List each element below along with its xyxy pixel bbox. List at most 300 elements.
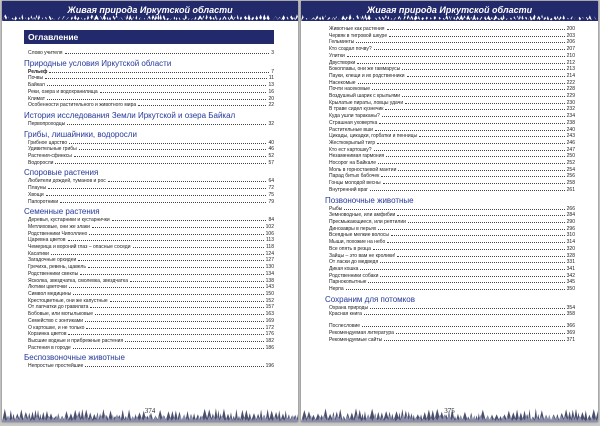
toc-entry[interactable] bbox=[325, 39, 575, 46]
toc-entry[interactable] bbox=[24, 271, 274, 278]
toc-entry-title: Всеядные мелкие волосы bbox=[329, 232, 390, 239]
dot-leader bbox=[108, 181, 267, 182]
dot-leader bbox=[364, 314, 565, 315]
toc-entry-page: 369 bbox=[566, 329, 575, 336]
toc-entry-page: 228 bbox=[566, 86, 575, 93]
toc-entry[interactable] bbox=[325, 279, 575, 286]
toc-entry-page: 310 bbox=[566, 232, 575, 239]
toc-section-heading: Семенные растения bbox=[24, 207, 100, 217]
toc-entry-title: Насекомые bbox=[329, 79, 356, 86]
toc-section-heading: Природные условия Иркутской области bbox=[24, 58, 172, 68]
dot-leader bbox=[380, 262, 565, 263]
toc-entry[interactable] bbox=[325, 127, 575, 134]
right-page bbox=[301, 1, 598, 422]
toc-entry[interactable] bbox=[325, 73, 575, 80]
toc-entry[interactable] bbox=[24, 217, 274, 224]
toc-entry[interactable] bbox=[24, 257, 274, 264]
toc-entry-page: 256 bbox=[566, 173, 575, 180]
toc-entry[interactable] bbox=[325, 93, 575, 100]
toc-entry-title: Грибное царство bbox=[28, 139, 68, 146]
toc-section-heading: Грибы, лишайники, водоросли bbox=[24, 129, 137, 139]
toc-entry-page: 371 bbox=[566, 336, 575, 343]
toc-entry-title: Пресмыкающиеся, или рептилии bbox=[329, 218, 406, 225]
toc-entry[interactable] bbox=[24, 82, 274, 89]
left-page bbox=[2, 1, 298, 422]
toc-entry-page: 40 bbox=[268, 139, 274, 146]
dot-leader bbox=[347, 56, 565, 57]
dot-leader bbox=[48, 188, 266, 189]
toc-entry[interactable] bbox=[24, 199, 274, 206]
book-title: Живая природа Иркутской области bbox=[366, 5, 533, 15]
toc-entry-page: 118 bbox=[266, 244, 274, 251]
dot-leader bbox=[78, 260, 263, 261]
toc-entry-title: Зайцы – это вам не кролики! bbox=[329, 252, 396, 259]
toc-entry[interactable] bbox=[24, 96, 274, 103]
toc-entry[interactable] bbox=[24, 298, 274, 305]
toc-entry-title: Куда ушли тараканы? bbox=[329, 113, 380, 120]
toc-entry-title: Крылатые пираты, ловцы удачи bbox=[329, 99, 404, 106]
dot-leader bbox=[60, 202, 266, 203]
toc-entry-page: 258 bbox=[566, 180, 575, 187]
toc-entry-page: 57 bbox=[268, 159, 274, 166]
dot-leader bbox=[45, 78, 267, 79]
toc-entry-page: 72 bbox=[268, 185, 274, 192]
toc-entry-title: Моль в горностаевой мантии bbox=[329, 166, 397, 173]
toc-entry-page: 345 bbox=[566, 279, 575, 286]
toc-entry[interactable] bbox=[325, 239, 575, 246]
toc-entry-page: 214 bbox=[566, 72, 575, 79]
toc-entry[interactable] bbox=[325, 167, 575, 174]
toc-entry-title: Жесткокрылый тигр bbox=[329, 139, 376, 146]
toc-entry-page: 7 bbox=[271, 68, 274, 75]
toc-entry-page: 163 bbox=[265, 311, 274, 318]
toc-entry-page: 261 bbox=[566, 186, 575, 193]
dot-leader bbox=[374, 49, 565, 50]
toc-entry[interactable] bbox=[325, 253, 575, 260]
toc-entry-title: Родственники собаки bbox=[329, 272, 379, 279]
toc-entry-title: Царевна цветов bbox=[28, 237, 66, 244]
toc-entry-page: 229 bbox=[566, 93, 575, 100]
toc-entry-title: Символ медицины bbox=[28, 290, 72, 297]
toc-entry-page: 243 bbox=[566, 133, 575, 140]
dot-leader bbox=[67, 124, 266, 125]
toc-title: Оглавление bbox=[24, 30, 274, 44]
toc-entry[interactable] bbox=[24, 192, 274, 199]
toc-entry-title: Высшие водные и прибрежные растения bbox=[28, 337, 124, 344]
toc-entry-page: 106 bbox=[265, 230, 274, 237]
forest-silhouette-icon bbox=[2, 14, 298, 21]
toc-entry-page: 182 bbox=[265, 337, 274, 344]
toc-entry-title: Улитки bbox=[329, 52, 345, 59]
toc-entry[interactable] bbox=[325, 120, 575, 127]
toc-entry-page: 230 bbox=[566, 99, 575, 106]
toc-entry-title: Крестоцветные, они же капустные bbox=[28, 297, 108, 304]
toc-entry[interactable] bbox=[325, 226, 575, 233]
toc-entry-title: Растения в городе bbox=[28, 344, 71, 351]
toc-entry-title: Семейство с зонтиками bbox=[28, 317, 84, 324]
toc-entry[interactable] bbox=[325, 266, 575, 273]
toc-entry[interactable] bbox=[325, 206, 575, 213]
toc-entry[interactable] bbox=[24, 325, 274, 332]
toc-entry[interactable] bbox=[325, 100, 575, 107]
dot-leader bbox=[389, 36, 565, 37]
dot-leader bbox=[396, 333, 565, 334]
toc-section-heading: Споровые растения bbox=[24, 168, 99, 178]
dot-leader bbox=[405, 103, 565, 104]
toc-entry-title: Динозавры в перьях bbox=[329, 225, 377, 232]
toc-entry-page: 207 bbox=[566, 46, 575, 53]
toc-entry[interactable] bbox=[24, 284, 274, 291]
toc-entry[interactable] bbox=[24, 264, 274, 271]
toc-section-heading: История исследования Земли Иркутской и озера Байкал bbox=[24, 110, 236, 120]
toc-entry-page: 32 bbox=[268, 120, 274, 127]
toc-entry-page: 366 bbox=[566, 323, 575, 330]
toc-entry-title: Нерпа bbox=[329, 286, 344, 293]
toc-entry-title: Цикады, цикадки, горбатки и пенницы bbox=[329, 133, 418, 140]
toc-entry-page: 186 bbox=[265, 344, 274, 351]
toc-entry[interactable] bbox=[24, 278, 274, 285]
toc-entry-title: В траве сидел кузнечик bbox=[329, 106, 384, 113]
toc-entry-page: 314 bbox=[566, 239, 575, 246]
dot-leader bbox=[391, 235, 565, 236]
toc-entry-title: Рельеф bbox=[28, 68, 48, 75]
dot-leader bbox=[110, 301, 264, 302]
toc-entry[interactable] bbox=[325, 113, 575, 120]
dot-leader bbox=[356, 42, 564, 43]
toc-entry-title: Рекомендуемая литература bbox=[329, 329, 394, 336]
toc-entry-title: Байкал bbox=[28, 82, 45, 89]
toc-entry-page: 350 bbox=[566, 286, 575, 293]
toc-entry-title: Рекомендуемые сайты bbox=[329, 336, 383, 343]
toc-entry[interactable] bbox=[325, 26, 575, 33]
dot-leader bbox=[377, 143, 565, 144]
dot-leader bbox=[73, 294, 263, 295]
toc-entry[interactable] bbox=[24, 338, 274, 345]
toc-entry[interactable] bbox=[24, 102, 274, 109]
toc-entry-title: Земноводные, или амфибии bbox=[329, 212, 396, 219]
page-header-right bbox=[301, 1, 598, 20]
toc-entry-title: Лютики цветочки bbox=[28, 284, 67, 291]
toc-entry[interactable] bbox=[325, 60, 575, 67]
toc-entry-page: 157 bbox=[265, 304, 274, 311]
toc-entry-title: Послесловие bbox=[329, 323, 361, 330]
dot-leader bbox=[125, 341, 264, 342]
dot-leader bbox=[385, 109, 564, 110]
toc-entry-title: Плауны bbox=[28, 185, 47, 192]
toc-entry-page: 127 bbox=[265, 257, 274, 264]
dot-leader bbox=[79, 149, 267, 150]
toc-entry-title: Папоротники bbox=[28, 198, 59, 205]
dot-leader bbox=[112, 220, 267, 221]
toc-entry-title: Охрана природы bbox=[329, 304, 369, 311]
toc-entry-page: 172 bbox=[265, 324, 274, 331]
toc-entry-title: Красная книга bbox=[329, 311, 362, 318]
dot-leader bbox=[69, 143, 266, 144]
toc-entry-title: Бобовые, или мотыльковые bbox=[28, 311, 93, 318]
toc-entry[interactable] bbox=[325, 33, 575, 40]
toc-entry[interactable] bbox=[325, 106, 575, 113]
toc-entry[interactable] bbox=[24, 140, 274, 147]
toc-entry-title: Почвы bbox=[28, 75, 44, 82]
toc-entry-page: 213 bbox=[566, 66, 575, 73]
dot-leader bbox=[92, 227, 264, 228]
toc-entry-page: 320 bbox=[566, 245, 575, 252]
toc-entry-page: 22 bbox=[268, 102, 274, 109]
dot-leader bbox=[362, 326, 565, 327]
toc-entry-title: Особенности растительного и животного мира bbox=[28, 102, 137, 109]
dot-leader bbox=[378, 229, 564, 230]
toc-entry[interactable] bbox=[24, 160, 274, 167]
toc-entry-page: 234 bbox=[566, 113, 575, 120]
toc-entry-page: 3 bbox=[271, 50, 274, 56]
toc-entry-title: Загадочные орхидеи bbox=[28, 257, 77, 264]
toc-entry-title: Червяк в тигровой шкуре bbox=[329, 32, 388, 39]
toc-entry[interactable] bbox=[24, 69, 274, 76]
dot-leader bbox=[69, 287, 264, 288]
toc-entry-page: 102 bbox=[265, 223, 274, 230]
toc-entry[interactable] bbox=[325, 273, 575, 280]
toc-entry-title: От лапчатки до гравилата bbox=[28, 304, 89, 311]
toc-entry-page: 200 bbox=[566, 26, 575, 32]
toc-entry[interactable] bbox=[325, 305, 575, 312]
toc-entry-page: 358 bbox=[566, 311, 575, 318]
dot-leader bbox=[372, 89, 565, 90]
dot-leader bbox=[379, 123, 564, 124]
toc-entry-title: Водоросли bbox=[28, 159, 54, 166]
toc-entry-title: Непростые простейшие bbox=[28, 363, 84, 370]
dot-leader bbox=[51, 254, 264, 255]
toc-entry[interactable] bbox=[325, 219, 575, 226]
toc-entry[interactable] bbox=[325, 53, 575, 60]
toc-entry[interactable] bbox=[24, 231, 274, 238]
toc-entry[interactable] bbox=[325, 337, 575, 344]
dot-leader bbox=[100, 92, 267, 93]
toc-entry-title: Воздушный шарик с крыльями bbox=[329, 93, 401, 100]
toc-entry-title: Гречиха, ревень, щавель bbox=[28, 264, 86, 271]
dot-leader bbox=[387, 29, 565, 30]
toc-entry-title: Мыши, похожие на небо bbox=[329, 239, 386, 246]
toc-entry-page: 210 bbox=[566, 52, 575, 59]
toc-entry-title: Кто ест картошку? bbox=[329, 146, 372, 153]
toc-entry-page: 138 bbox=[265, 277, 274, 284]
dot-leader bbox=[378, 163, 565, 164]
dot-leader bbox=[397, 256, 564, 257]
toc-entry[interactable] bbox=[325, 232, 575, 239]
toc-entry-title: Страшная уховертка bbox=[329, 119, 378, 126]
toc-entry-page: 246 bbox=[566, 139, 575, 146]
forest-silhouette-icon bbox=[301, 14, 598, 21]
toc-entry-title: Ясколка, звездчатка, смолевка, звездчатка bbox=[28, 277, 129, 284]
toc-entry-title: Родственники свеклы bbox=[28, 270, 79, 277]
toc-entry-page: 46 bbox=[268, 146, 274, 153]
toc-entry-title: Двустворки bbox=[329, 59, 356, 66]
toc-entry-title: Гельминты bbox=[329, 39, 355, 46]
toc-entry-title: Пауки, клещи и их родственники bbox=[329, 72, 405, 79]
dot-leader bbox=[90, 307, 263, 308]
toc-entry-page: 290 bbox=[566, 218, 575, 225]
toc-entry[interactable] bbox=[325, 323, 575, 330]
toc-entry-page: 247 bbox=[566, 146, 575, 153]
dot-leader bbox=[344, 209, 564, 210]
toc-entry[interactable] bbox=[325, 286, 575, 293]
toc-entry-title: Реки, озера и водохранилища bbox=[28, 88, 98, 95]
toc-entry-title: Первопроходцы bbox=[28, 120, 66, 127]
toc-entry[interactable] bbox=[24, 89, 274, 96]
toc-entry-title: Родственники Чиполлино bbox=[28, 230, 88, 237]
toc-entry[interactable] bbox=[325, 311, 575, 318]
dot-leader bbox=[68, 240, 265, 241]
toc-entry[interactable] bbox=[325, 259, 575, 266]
toc-entry-page: 342 bbox=[566, 272, 575, 279]
toc-entry[interactable] bbox=[24, 185, 274, 192]
dot-leader bbox=[398, 170, 564, 171]
dot-leader bbox=[383, 183, 565, 184]
dot-leader bbox=[387, 242, 564, 243]
toc-entry[interactable] bbox=[325, 140, 575, 147]
toc-entry[interactable] bbox=[325, 66, 575, 73]
toc-entry-title: Растения-сфинксы bbox=[28, 153, 72, 160]
toc-entry-page: 150 bbox=[265, 290, 274, 297]
toc-entry-page: 124 bbox=[265, 250, 274, 257]
toc-entry[interactable] bbox=[24, 244, 274, 251]
dot-leader bbox=[384, 340, 564, 341]
dot-leader bbox=[138, 105, 266, 106]
toc-entry-title: Незаменимая гармония bbox=[329, 153, 385, 160]
toc-entry[interactable] bbox=[24, 224, 274, 231]
dot-leader bbox=[55, 163, 266, 164]
toc-entry[interactable] bbox=[325, 212, 575, 219]
toc-entry[interactable] bbox=[24, 331, 274, 338]
toc-entry-page: 176 bbox=[265, 331, 274, 338]
dot-leader bbox=[89, 234, 263, 235]
dot-leader bbox=[373, 249, 565, 250]
toc-entry[interactable] bbox=[24, 153, 274, 160]
page-number-left: 374 bbox=[144, 407, 156, 415]
toc-section-heading: Позвоночные животные bbox=[325, 195, 414, 205]
toc-entry-page: 196 bbox=[265, 363, 274, 370]
dot-leader bbox=[46, 195, 267, 196]
dot-leader bbox=[68, 334, 263, 335]
toc-right-column bbox=[325, 26, 575, 343]
dot-leader bbox=[80, 274, 263, 275]
toc-entry-title: Все опять в резца bbox=[329, 245, 371, 252]
toc-entry-title: Хвощи bbox=[28, 191, 44, 198]
toc-entry-title: О картошке, и не только bbox=[28, 324, 85, 331]
toc-entry-page: 238 bbox=[566, 119, 575, 126]
toc-entry-page: 341 bbox=[566, 265, 575, 272]
dot-leader bbox=[86, 328, 263, 329]
toc-entry[interactable] bbox=[24, 363, 274, 370]
dot-leader bbox=[386, 156, 564, 157]
dot-leader bbox=[368, 282, 564, 283]
dot-leader bbox=[408, 222, 565, 223]
toc-entry[interactable] bbox=[325, 46, 575, 53]
dot-leader bbox=[130, 281, 264, 282]
toc-entry-page: 64 bbox=[268, 178, 274, 185]
toc-entry-page: 169 bbox=[265, 317, 274, 324]
dot-leader bbox=[381, 176, 564, 177]
toc-entry-page: 79 bbox=[268, 198, 274, 205]
toc-entry[interactable] bbox=[24, 121, 274, 128]
dot-leader bbox=[74, 156, 267, 157]
toc-entry[interactable] bbox=[24, 291, 274, 298]
toc-entry-title: Корзинка цветов bbox=[28, 331, 67, 338]
toc-entry-page: 254 bbox=[566, 166, 575, 173]
toc-entry-page: 11 bbox=[268, 75, 274, 82]
toc-entry[interactable] bbox=[325, 187, 575, 194]
toc-entry[interactable] bbox=[24, 345, 274, 352]
dot-leader bbox=[346, 289, 565, 290]
toc-entry-page: 130 bbox=[265, 264, 274, 271]
toc-entry-page: 250 bbox=[566, 153, 575, 160]
toc-entry-page: 222 bbox=[566, 79, 575, 86]
toc-entry-page: 284 bbox=[566, 212, 575, 219]
toc-entry-title: Чемерица и вороний глаз – опасные соседи bbox=[28, 244, 131, 251]
toc-entry[interactable] bbox=[325, 330, 575, 337]
toc-entry[interactable] bbox=[325, 160, 575, 167]
toc-entry-page: 52 bbox=[268, 153, 274, 160]
toc-entry[interactable] bbox=[24, 146, 274, 153]
toc-entry-page: 212 bbox=[566, 59, 575, 66]
dot-leader bbox=[374, 150, 565, 151]
book-title: Живая природа Иркутской области bbox=[67, 5, 233, 15]
toc-entry-title: Любители дождей, туманов и рос bbox=[28, 178, 106, 185]
toc-entry[interactable] bbox=[24, 251, 274, 258]
toc-entry-page: 16 bbox=[268, 88, 274, 95]
toc-entry[interactable] bbox=[24, 50, 274, 57]
toc-section-heading: Беспозвоночные животные bbox=[24, 353, 125, 363]
dot-leader bbox=[419, 136, 565, 137]
toc-entry[interactable] bbox=[24, 318, 274, 325]
dot-leader bbox=[73, 348, 264, 349]
toc-entry-title: Бокоплавы, они же гаммарусы bbox=[329, 66, 401, 73]
toc-entry[interactable] bbox=[325, 246, 575, 253]
toc-entry-title: Дикая кошка bbox=[329, 265, 359, 272]
toc-entry-page: 331 bbox=[566, 259, 575, 266]
toc-entry-title: Метлиховые, они же злаки bbox=[28, 223, 90, 230]
toc-entry-page: 134 bbox=[265, 270, 274, 277]
toc-entry[interactable] bbox=[325, 133, 575, 140]
toc-entry[interactable] bbox=[325, 80, 575, 87]
toc-entry[interactable] bbox=[24, 311, 274, 318]
toc-entry-title: Удивительные грибы bbox=[28, 146, 77, 153]
toc-entry[interactable] bbox=[24, 178, 274, 185]
toc-entry[interactable] bbox=[325, 180, 575, 187]
dot-leader bbox=[370, 308, 565, 309]
toc-entry-page: 113 bbox=[266, 237, 274, 244]
page-footer-right bbox=[301, 400, 598, 422]
toc-entry-page: 143 bbox=[265, 284, 274, 291]
toc-entry[interactable] bbox=[24, 304, 274, 311]
toc-entry[interactable] bbox=[325, 147, 575, 154]
dot-leader bbox=[47, 99, 266, 100]
page-footer-left bbox=[2, 400, 298, 422]
toc-entry-page: 328 bbox=[566, 252, 575, 259]
toc-entry-title: Носорог на Байкале bbox=[329, 160, 377, 167]
dot-leader bbox=[375, 130, 565, 131]
dot-leader bbox=[407, 76, 565, 77]
toc-entry-title: Парад битых бабочек bbox=[329, 173, 380, 180]
dot-leader bbox=[47, 85, 267, 86]
toc-entry[interactable] bbox=[24, 75, 274, 82]
toc-entry-title: Кто создал почву? bbox=[329, 46, 372, 53]
dot-leader bbox=[358, 83, 565, 84]
toc-entry-page: 13 bbox=[268, 82, 274, 89]
page-number-right: 375 bbox=[444, 407, 455, 415]
toc-entry-title: Внутренний враг bbox=[329, 186, 368, 193]
toc-entry-title: Касатики bbox=[28, 250, 49, 257]
toc-entry-title: Деревья, кустарники и кустарнички bbox=[28, 217, 110, 224]
